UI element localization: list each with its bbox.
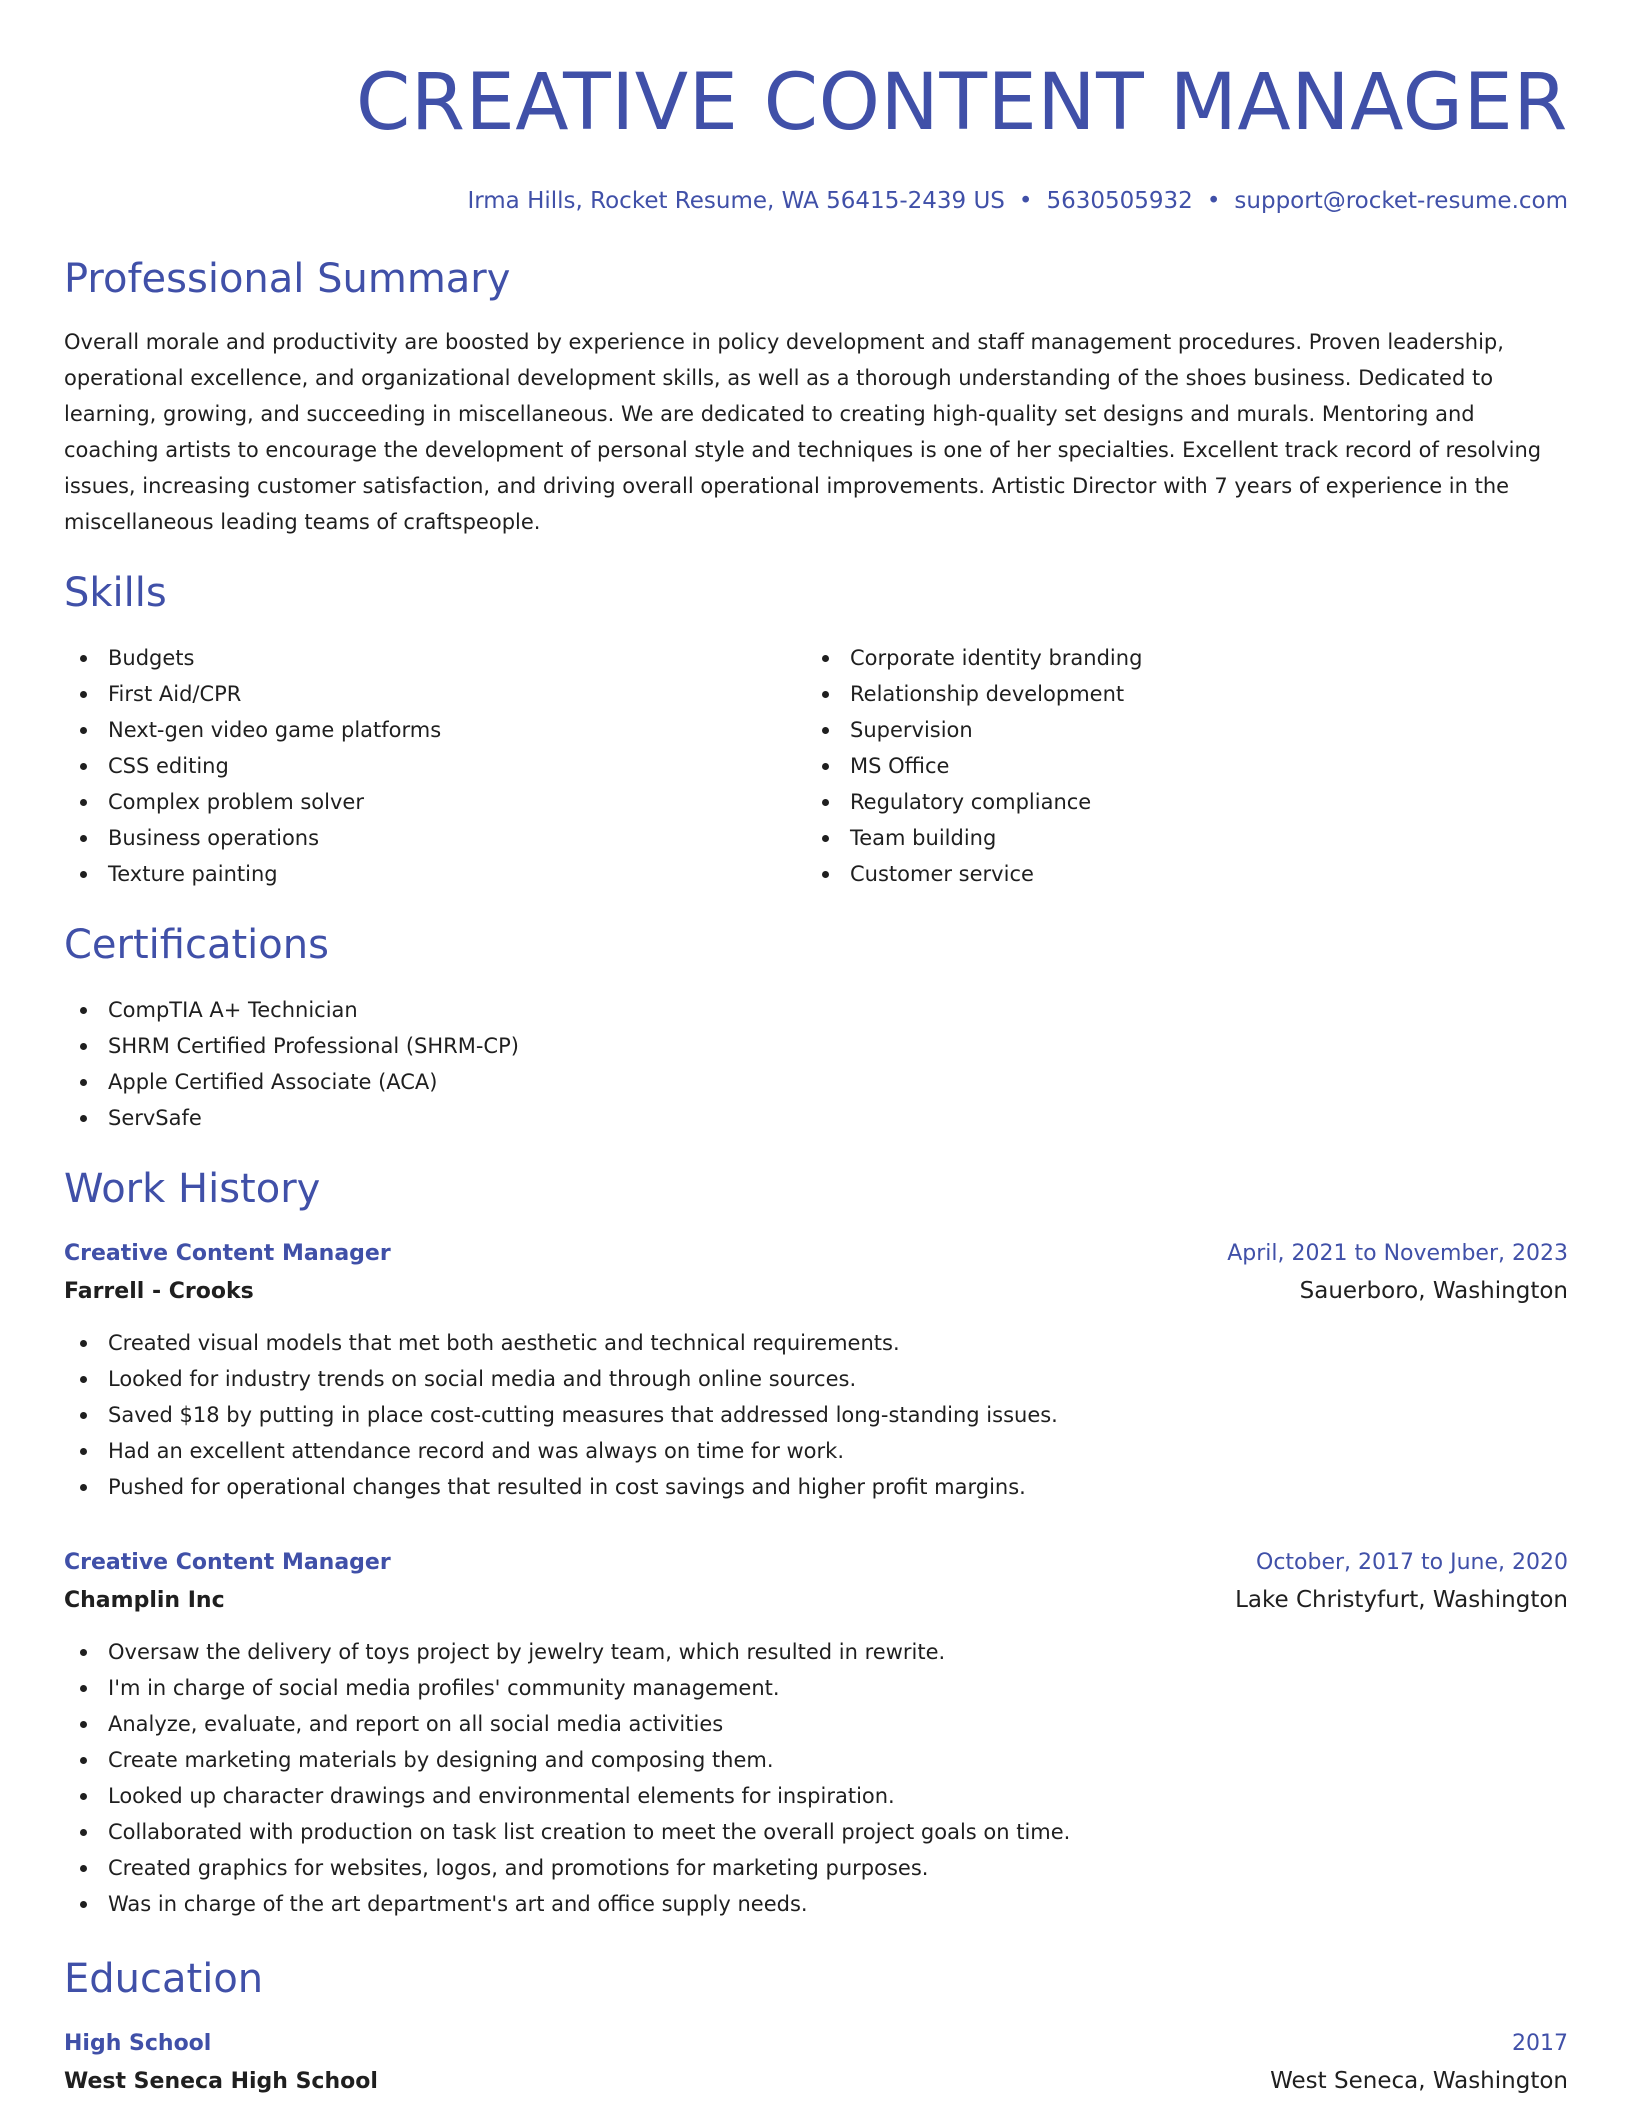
certification-item: Apple Certified Associate (ACA)	[64, 1064, 1568, 1100]
resume-header	[64, 0, 1568, 216]
job-bullet: Was in charge of the art department's art and office supply needs.	[64, 1886, 1568, 1922]
job-company-row	[64, 1581, 1568, 1620]
education-section	[64, 1954, 1568, 2101]
skill-item: Texture painting	[64, 856, 806, 892]
section-heading-certifications: Certifications	[64, 922, 329, 968]
skills-list-right	[806, 640, 1548, 892]
job-bullet: Looked for industry trends on social media and through online sources.	[64, 1361, 1568, 1397]
certification-item: SHRM Certified Professional (SHRM-CP)	[64, 1028, 1568, 1064]
education-year: 2017	[1512, 2031, 1568, 2056]
skill-item: CSS editing	[64, 748, 806, 784]
education-school-row	[64, 2062, 1568, 2101]
skill-item: Supervision	[806, 712, 1548, 748]
job-bullet: Created graphics for websites, logos, and promotions for marketing purposes.	[64, 1850, 1568, 1886]
section-heading-education: Education	[64, 1956, 264, 2002]
job-bullet-list	[64, 1325, 1568, 1505]
skill-item: MS Office	[806, 748, 1548, 784]
education-degree: High School	[64, 2031, 212, 2056]
certification-item: CompTIA A+ Technician	[64, 992, 1568, 1028]
job-entry	[64, 1545, 1568, 1922]
skill-item: Budgets	[64, 640, 806, 676]
job-location: Lake Christyfurt, Washington	[1235, 1587, 1568, 1613]
job-company: Farrell - Crooks	[64, 1279, 254, 1304]
skills-section	[64, 568, 1568, 892]
job-title-row	[64, 1545, 1568, 1581]
job-entry	[64, 1236, 1568, 1505]
work-history-section	[64, 1164, 1568, 1922]
job-bullet: Oversaw the delivery of toys project by jewelry team, which resulted in rewrite.	[64, 1634, 1568, 1670]
job-bullet-list	[64, 1634, 1568, 1922]
contact-phone: 5630505932	[1046, 188, 1193, 214]
resume-title: CREATIVE CONTENT MANAGER	[355, 58, 1568, 148]
job-bullet: Created visual models that met both aesthetic and technical requirements.	[64, 1325, 1568, 1361]
certifications-section	[64, 920, 1568, 1136]
skill-item: Customer service	[806, 856, 1548, 892]
education-school: West Seneca High School	[64, 2069, 378, 2094]
job-location: Sauerboro, Washington	[1299, 1278, 1568, 1304]
job-bullet: Pushed for operational changes that resulted in cost savings and higher profit margins.	[64, 1469, 1568, 1505]
education-location: West Seneca, Washington	[1270, 2068, 1568, 2094]
contact-separator: •	[1206, 188, 1221, 214]
job-dates: October, 2017 to June, 2020	[1256, 1550, 1568, 1575]
job-bullet: Saved $18 by putting in place cost-cutting measures that addressed long-standing issues.	[64, 1397, 1568, 1433]
job-bullet: Looked up character drawings and environmental elements for inspiration.	[64, 1778, 1568, 1814]
job-title: Creative Content Manager	[64, 1550, 391, 1575]
skills-column-right	[806, 640, 1548, 892]
job-company: Champlin Inc	[64, 1588, 225, 1613]
skill-item: Complex problem solver	[64, 784, 806, 820]
skill-item: Regulatory compliance	[806, 784, 1548, 820]
job-bullet: Had an excellent attendance record and was always on time for work.	[64, 1433, 1568, 1469]
skills-grid	[64, 640, 1568, 892]
skill-item: Business operations	[64, 820, 806, 856]
job-bullet: Analyze, evaluate, and report on all social media activities	[64, 1706, 1568, 1742]
section-heading-work-history: Work History	[64, 1166, 321, 1212]
skill-item: Corporate identity branding	[806, 640, 1548, 676]
job-dates: April, 2021 to November, 2023	[1227, 1241, 1568, 1266]
contact-separator: •	[1018, 188, 1033, 214]
job-bullet: Create marketing materials by designing and composing them.	[64, 1742, 1568, 1778]
contact-email: support@rocket-resume.com	[1234, 188, 1568, 214]
skills-column-left	[64, 640, 806, 892]
skill-item: Relationship development	[806, 676, 1548, 712]
job-title-row	[64, 1236, 1568, 1272]
summary-text: Overall morale and productivity are boosted by experience in policy development and staff management procedures. Proven leadership, operational excellence, and organizational development skills, as well as a thorough understanding of the shoes business. Dedicated to learning, growing, and succeeding in miscellaneous. We are dedicated to creating high-quality set designs and murals. Mentoring and coaching artists to encourage the development of personal style and techniques is one of her specialties. Excellent track record of resolving issues, increasing customer satisfaction, and driving overall operational improvements. Artistic Director with 7 years of experience in the miscellaneous leading teams of craftspeople.	[64, 330, 1542, 534]
job-bullet: I'm in charge of social media profiles' community management.	[64, 1670, 1568, 1706]
skill-item: Next-gen video game platforms	[64, 712, 806, 748]
skill-item: First Aid/CPR	[64, 676, 806, 712]
certifications-list	[64, 992, 1568, 1136]
contact-address: Irma Hills, Rocket Resume, WA 56415-2439 US	[467, 188, 1005, 214]
contact-line	[64, 186, 1568, 216]
skills-list-left	[64, 640, 806, 892]
education-entry	[64, 2026, 1568, 2101]
section-heading-summary: Professional Summary	[64, 256, 511, 302]
professional-summary-section	[64, 254, 1568, 540]
education-degree-row	[64, 2026, 1568, 2062]
job-company-row	[64, 1272, 1568, 1311]
section-heading-skills: Skills	[64, 570, 167, 616]
job-title: Creative Content Manager	[64, 1241, 391, 1266]
certification-item: ServSafe	[64, 1100, 1568, 1136]
skill-item: Team building	[806, 820, 1548, 856]
job-bullet: Collaborated with production on task list creation to meet the overall project goals on time.	[64, 1814, 1568, 1850]
